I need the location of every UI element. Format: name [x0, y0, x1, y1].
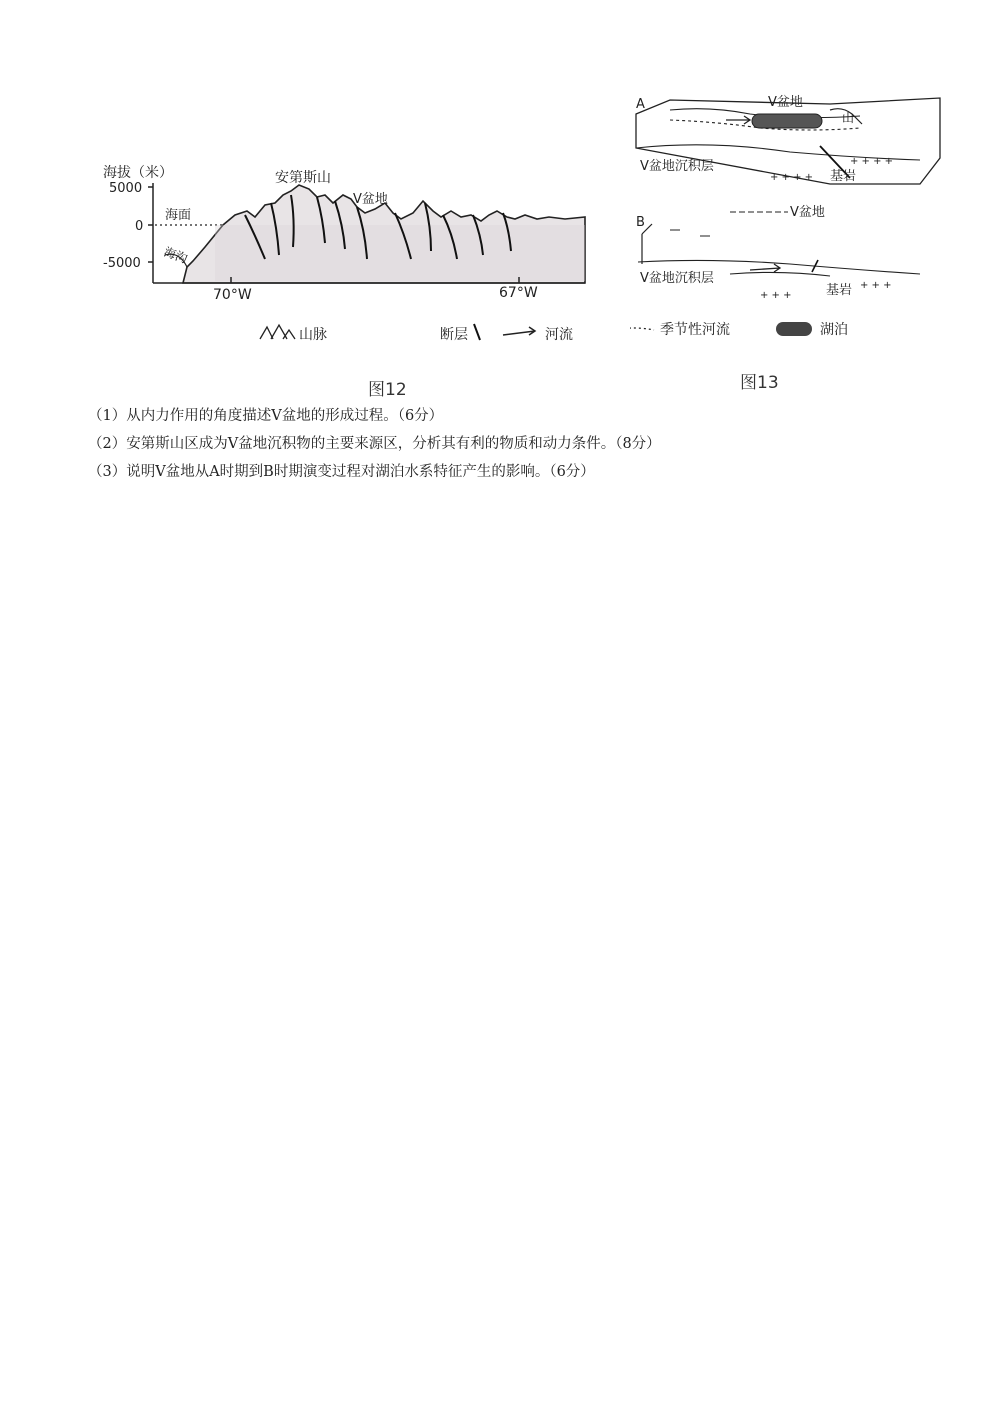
legend-river-label: 河流: [545, 327, 573, 343]
seasonal-river-icon: [630, 328, 654, 330]
y-axis-title: 海拔（米）: [103, 165, 173, 181]
mountain-icon: [260, 325, 295, 339]
stage-b-label: B: [636, 215, 645, 230]
legend: [260, 325, 573, 343]
figure-12-caption: 图12: [368, 380, 407, 400]
question-2: （2）安第斯山区成为V盆地沉积物的主要来源区，分析其有利的物质和动力条件。（8分）: [88, 436, 661, 452]
legend-seasonal-river-label: 季节性河流: [660, 322, 730, 338]
fault-legend-icon: [470, 322, 484, 342]
svg-text:+ + + +: + + + +: [770, 172, 814, 183]
sediment-label-b: V盆地沉积层: [640, 271, 714, 286]
legend-lake-label: 湖泊: [820, 322, 848, 338]
figure-13-block-diagram: [630, 88, 950, 343]
x-tick-label: 70°W: [213, 287, 252, 303]
basin-label: V盆地: [353, 192, 388, 207]
sea-level-label: 海面: [165, 208, 192, 223]
y-tick-label: -5000: [103, 256, 141, 271]
lake-a: [752, 114, 822, 128]
question-1: （1）从内力作用的角度描述V盆地的形成过程。（6分）: [88, 408, 444, 424]
y-tick-label: 5000: [109, 181, 143, 196]
basin-label-a: V盆地: [768, 95, 803, 110]
legend-mountain-label: 山脉: [299, 327, 327, 343]
mountain-label-13: 山: [842, 111, 855, 125]
figure-13-caption: 图13: [740, 373, 779, 393]
svg-text:+ + +: + + +: [760, 290, 792, 301]
bedrock-label-b: 基岩: [826, 283, 853, 298]
svg-text:+ + + +: + + + +: [850, 156, 894, 167]
question-list: [88, 402, 908, 486]
x-tick-label: 67°W: [499, 285, 538, 301]
sediment-label-a: V盆地沉积层: [640, 159, 714, 174]
legend-fault-label: 断层: [440, 327, 468, 343]
stage-a-label: A: [636, 97, 645, 112]
lake-icon: [776, 322, 812, 336]
bedrock-label-a: 基岩: [830, 169, 857, 184]
river-icon: [503, 327, 535, 335]
y-tick-label: 0: [135, 219, 144, 234]
basin-label-b: V盆地: [790, 205, 825, 220]
trench-label: 海沟: [161, 244, 190, 267]
mountain-label: 安第斯山: [275, 170, 331, 186]
svg-text:+ + +: + + +: [860, 280, 892, 291]
figure-12-profile: [95, 155, 620, 355]
question-3: （3）说明V盆地从A时期到B时期演变过程对湖泊水系特征产生的影响。（6分）: [88, 464, 595, 480]
